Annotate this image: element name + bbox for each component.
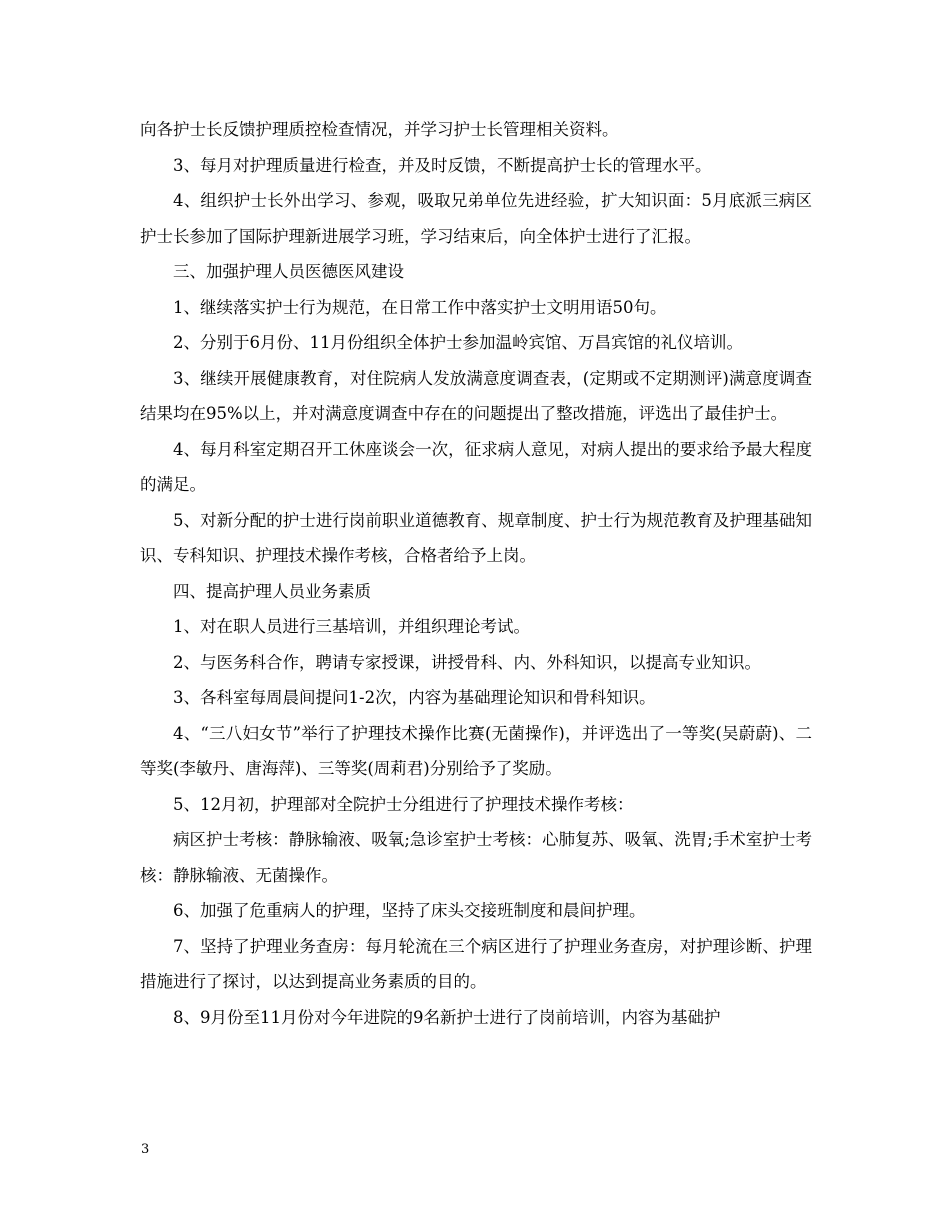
paragraph: 5、12月初，护理部对全院护士分组进行了护理技术操作考核： (173, 794, 634, 814)
paragraph: 1、继续落实护士行为规范，在日常工作中落实护士文明用语50句。 (173, 297, 667, 317)
paragraph: 4、每月科室定期召开工休座谈会一次，征求病人意见，对病人提出的要求给予最大程度的满足。 (140, 439, 812, 494)
paragraph: 向各护士长反馈护理质控检查情况，并学习护士长管理相关资料。 (140, 120, 619, 139)
paragraph: 6、加强了危重病人的护理，坚持了床头交接班制度和晨间护理。 (173, 901, 646, 920)
paragraph: 三、加强护理人员医德医风建设 (173, 262, 404, 281)
paragraph: 1、对在职人员进行三基培训，并组织理论考试。 (173, 617, 530, 636)
paragraph: 四、提高护理人员业务素质 (173, 581, 371, 601)
paragraph: 2、分别于6月份、11月份组织全体护士参加温岭宾馆、万昌宾馆的礼仪培训。 (173, 333, 743, 352)
paragraph: 3、每月对护理质量进行检查，并及时反馈，不断提高护士长的管理水平。 (173, 155, 712, 175)
paragraph: 病区护士考核：静脉输液、吸氧;急诊室护士考核：心肺复苏、吸氧、洗胃;手术室护士考核：静脉输液、无菌操作。 (140, 830, 812, 885)
paragraph: 3、继续开展健康教育，对住院病人发放满意度调查表，(定期或不定期测评)满意度调查结果均在95%以上，并对满意度调查中存在的问题提出了整改措施，评选出了最佳护士。 (140, 368, 812, 423)
page-number: 3 (141, 1142, 150, 1157)
paragraph: 2、与医务科合作，聘请专家授课，讲授骨科、内、外科知识，以提高专业知识。 (173, 652, 761, 672)
paragraph: 4、“三八妇女节”举行了护理技术操作比赛(无菌操作)，并评选出了一等奖(吴蔚蔚)、二等奖(李敏丹、唐海萍)、三等奖(周莉君)分别给予了奖励。 (140, 723, 812, 778)
paragraph: 7、坚持了护理业务查房：每月轮流在三个病区进行了护理业务查房，对护理诊断、护理措施进行了探讨，以达到提高业务素质的目的。 (140, 936, 812, 991)
document-body (140, 112, 812, 1035)
paragraph: 3、各科室每周晨间提问1-2次，内容为基础理论知识和骨科知识。 (173, 688, 656, 707)
paragraph: 8、9月份至11月份对今年进院的9名新护士进行了岗前培训，内容为基础护 (173, 1007, 721, 1027)
paragraph: 5、对新分配的护士进行岗前职业道德教育、规章制度、护士行为规范教育及护理基础知识、专科知识、护理技术操作考核，合格者给予上岗。 (140, 510, 812, 565)
paragraph: 4、组织护士长外出学习、参观，吸取兄弟单位先进经验，扩大知识面：5月底派三病区护士长参加了国际护理新进展学习班，学习结束后，向全体护士进行了汇报。 (140, 191, 812, 246)
